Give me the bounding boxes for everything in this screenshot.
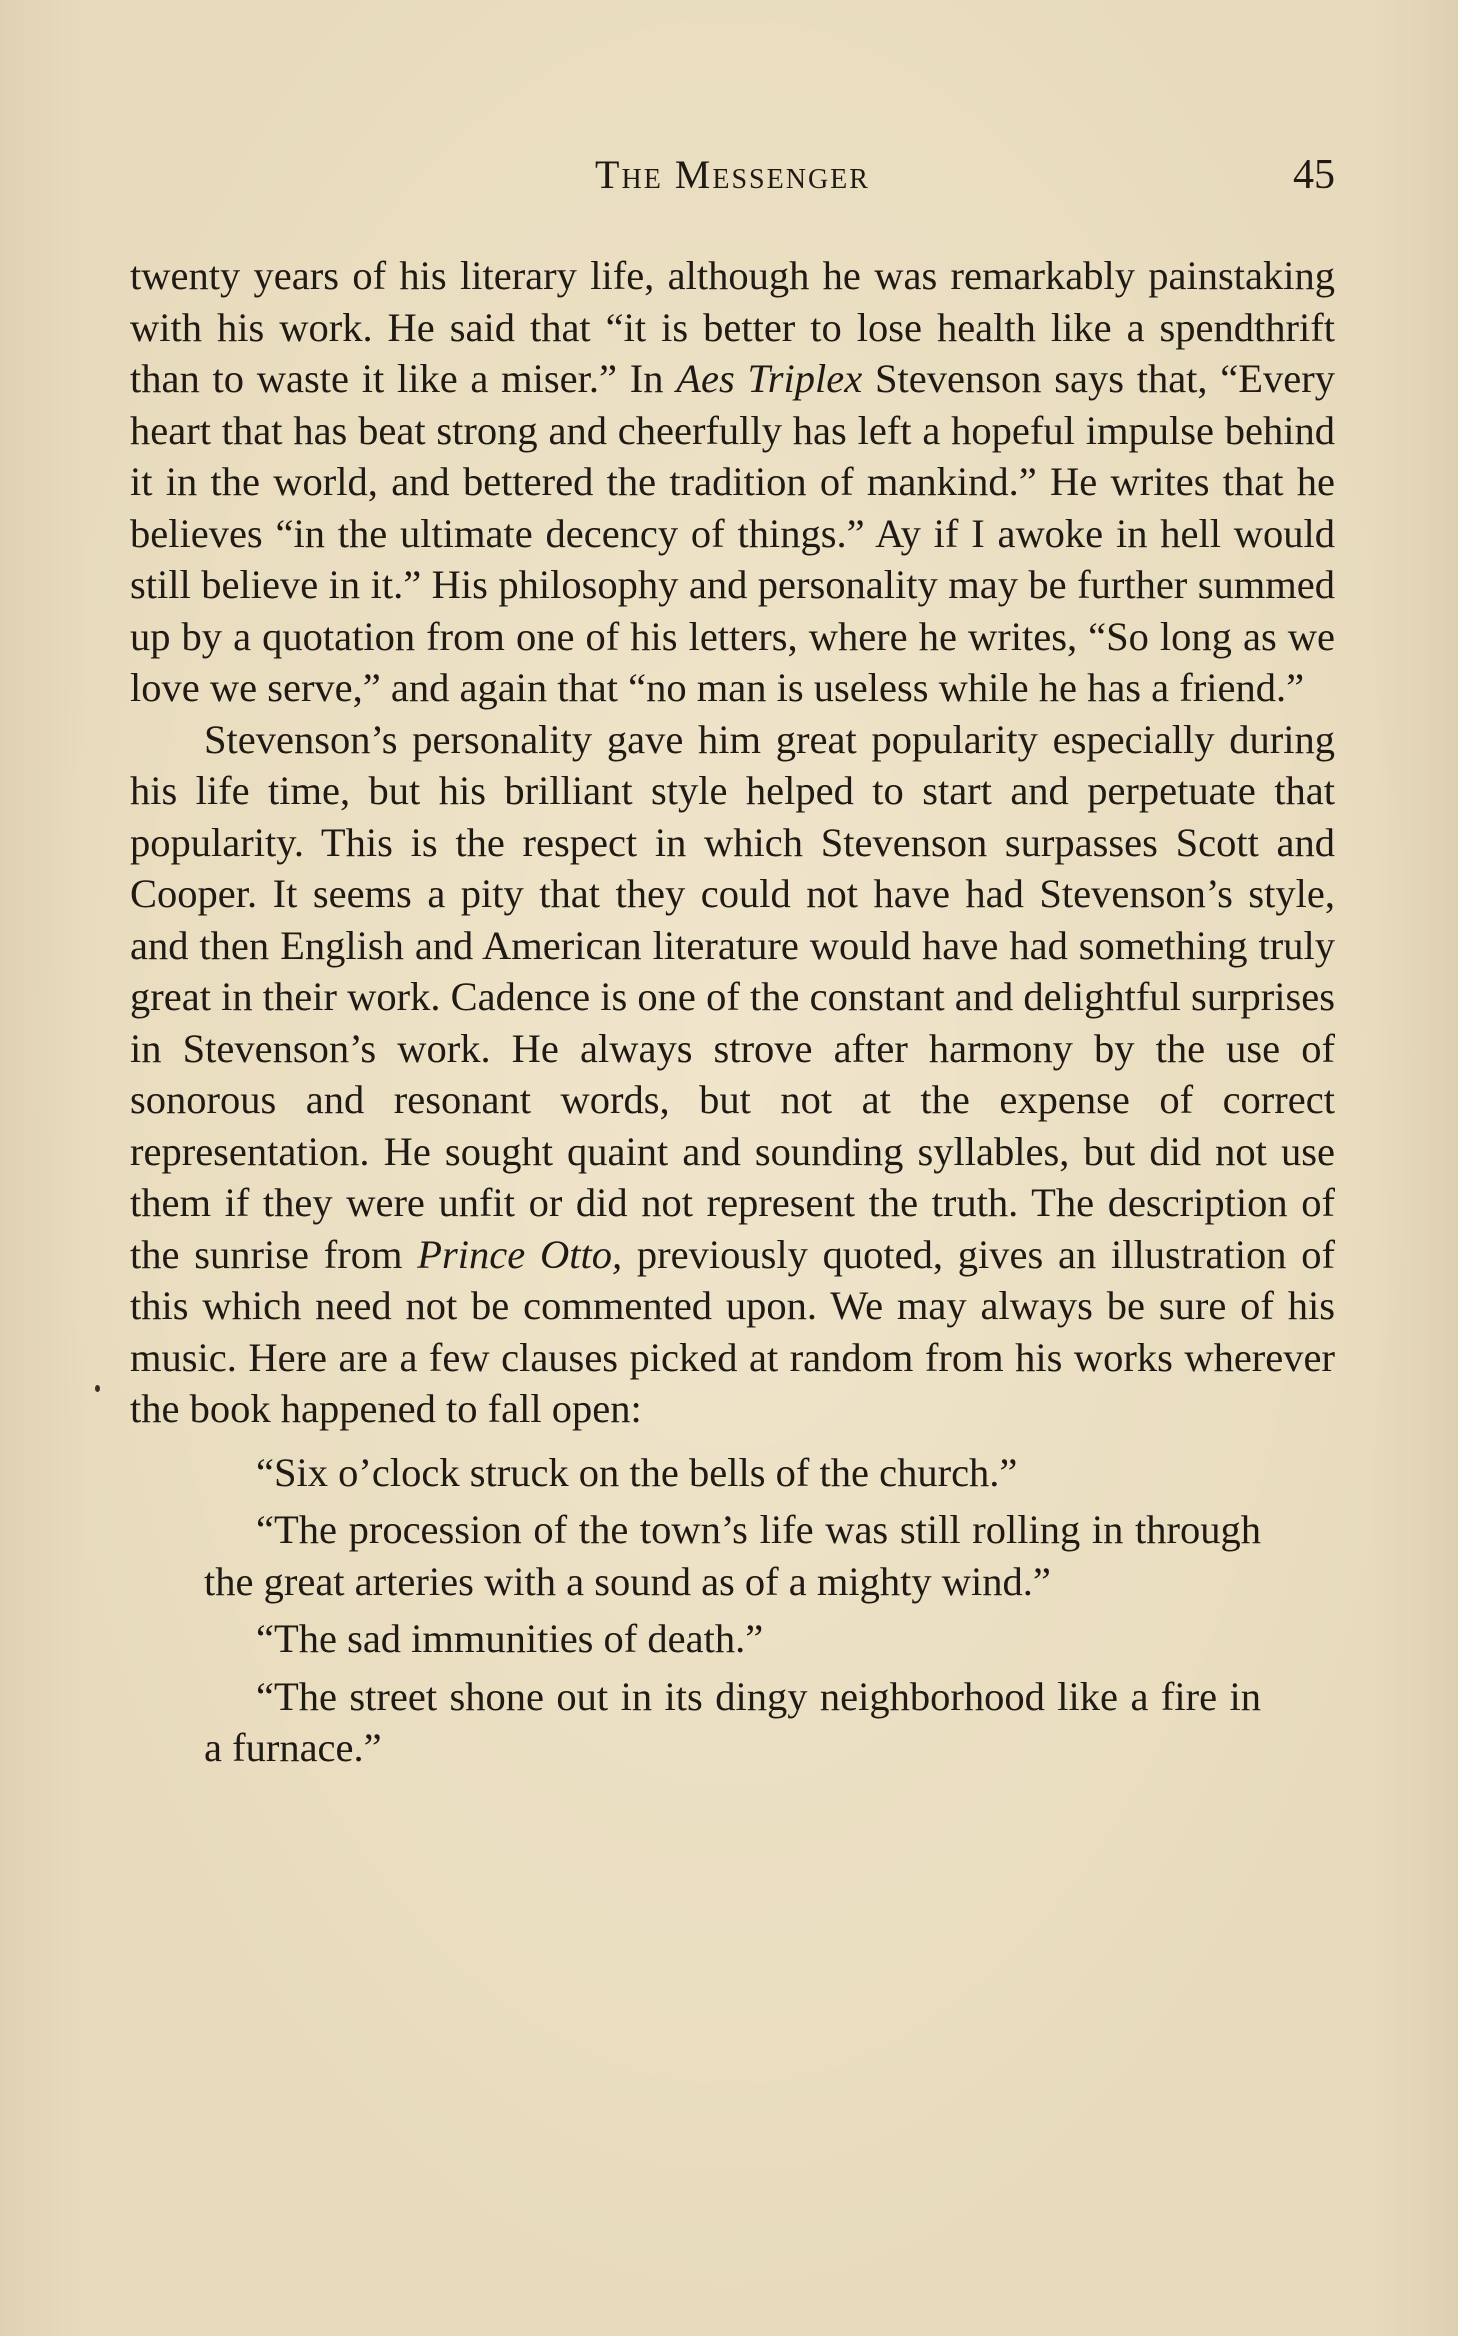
body-text — [130, 250, 1335, 1780]
paragraph-2 — [130, 714, 1335, 1435]
paragraph-2-text-b: previously quoted, gives an illustration of this which need not be commented upon. We may always be sure of his music. Here are a few clauses picked at random from his works wherever the book happened to fall open: — [130, 1231, 1335, 1431]
running-title: The Messenger — [595, 152, 870, 197]
book-title-aes-triplex: Aes Triplex — [676, 356, 863, 401]
paragraph-2-text-a: Stevenson’s personality gave him great popularity especially during his life time, but his brilliant style helped to start and perpetuate that popularity. This is the respect in which Stevenson surpasses Scott and Cooper. It seems a pity that they could not have had Stevenson’s style, and then English and American literature would have had something truly great in their work. Cadence is one of the constant and delightful surprises in Stevenson’s work. He always strove after harmony by the use of sonorous and resonant words, but not at the expense of correct representation. He sought quaint and sounding syllables, but did not use them if they were unfit or did not represent the truth. The description of the sunrise from — [130, 716, 1335, 1277]
quotation-4: “The street shone out in its dingy neighborhood like a fire in a furnace.” — [204, 1673, 1261, 1770]
quotation-1: “Six o’clock struck on the bells of the church.” — [256, 1449, 1018, 1495]
book-title-prince-otto: Prince Otto, — [417, 1231, 623, 1277]
paragraph-1-text-b: Stevenson says that, “Every heart that has beat strong and cheerfully has left a hopeful impulse behind it in the world, and bettered the tradition of mankind.” He writes that he believes “in the ultimate decency of things.” Ay if I awoke in hell would still believe in it.” His philosophy and personality may be further summed up by a quotation from one of his letters, where he writes, “So long as we love we serve,” and again that “no man is useless while he has a friend.” — [130, 356, 1335, 710]
ink-speck — [95, 1385, 100, 1392]
quotation-3: “The sad immunities of death.” — [256, 1616, 764, 1661]
running-head — [130, 145, 1335, 205]
quotation-2: “The procession of the town’s life was still rolling in through the great arteries with a sound as of a mighty wind.” — [204, 1507, 1261, 1604]
paragraph-1-text-a: twenty years of his literary life, although he was remarkably painstaking with his work. He said that “it is better to lose health like a spendthrift than to waste it like a miser.” In — [130, 253, 1335, 401]
paragraph-1 — [130, 250, 1335, 714]
quotation-list — [130, 1447, 1335, 1774]
page-number: 45 — [1293, 152, 1335, 198]
